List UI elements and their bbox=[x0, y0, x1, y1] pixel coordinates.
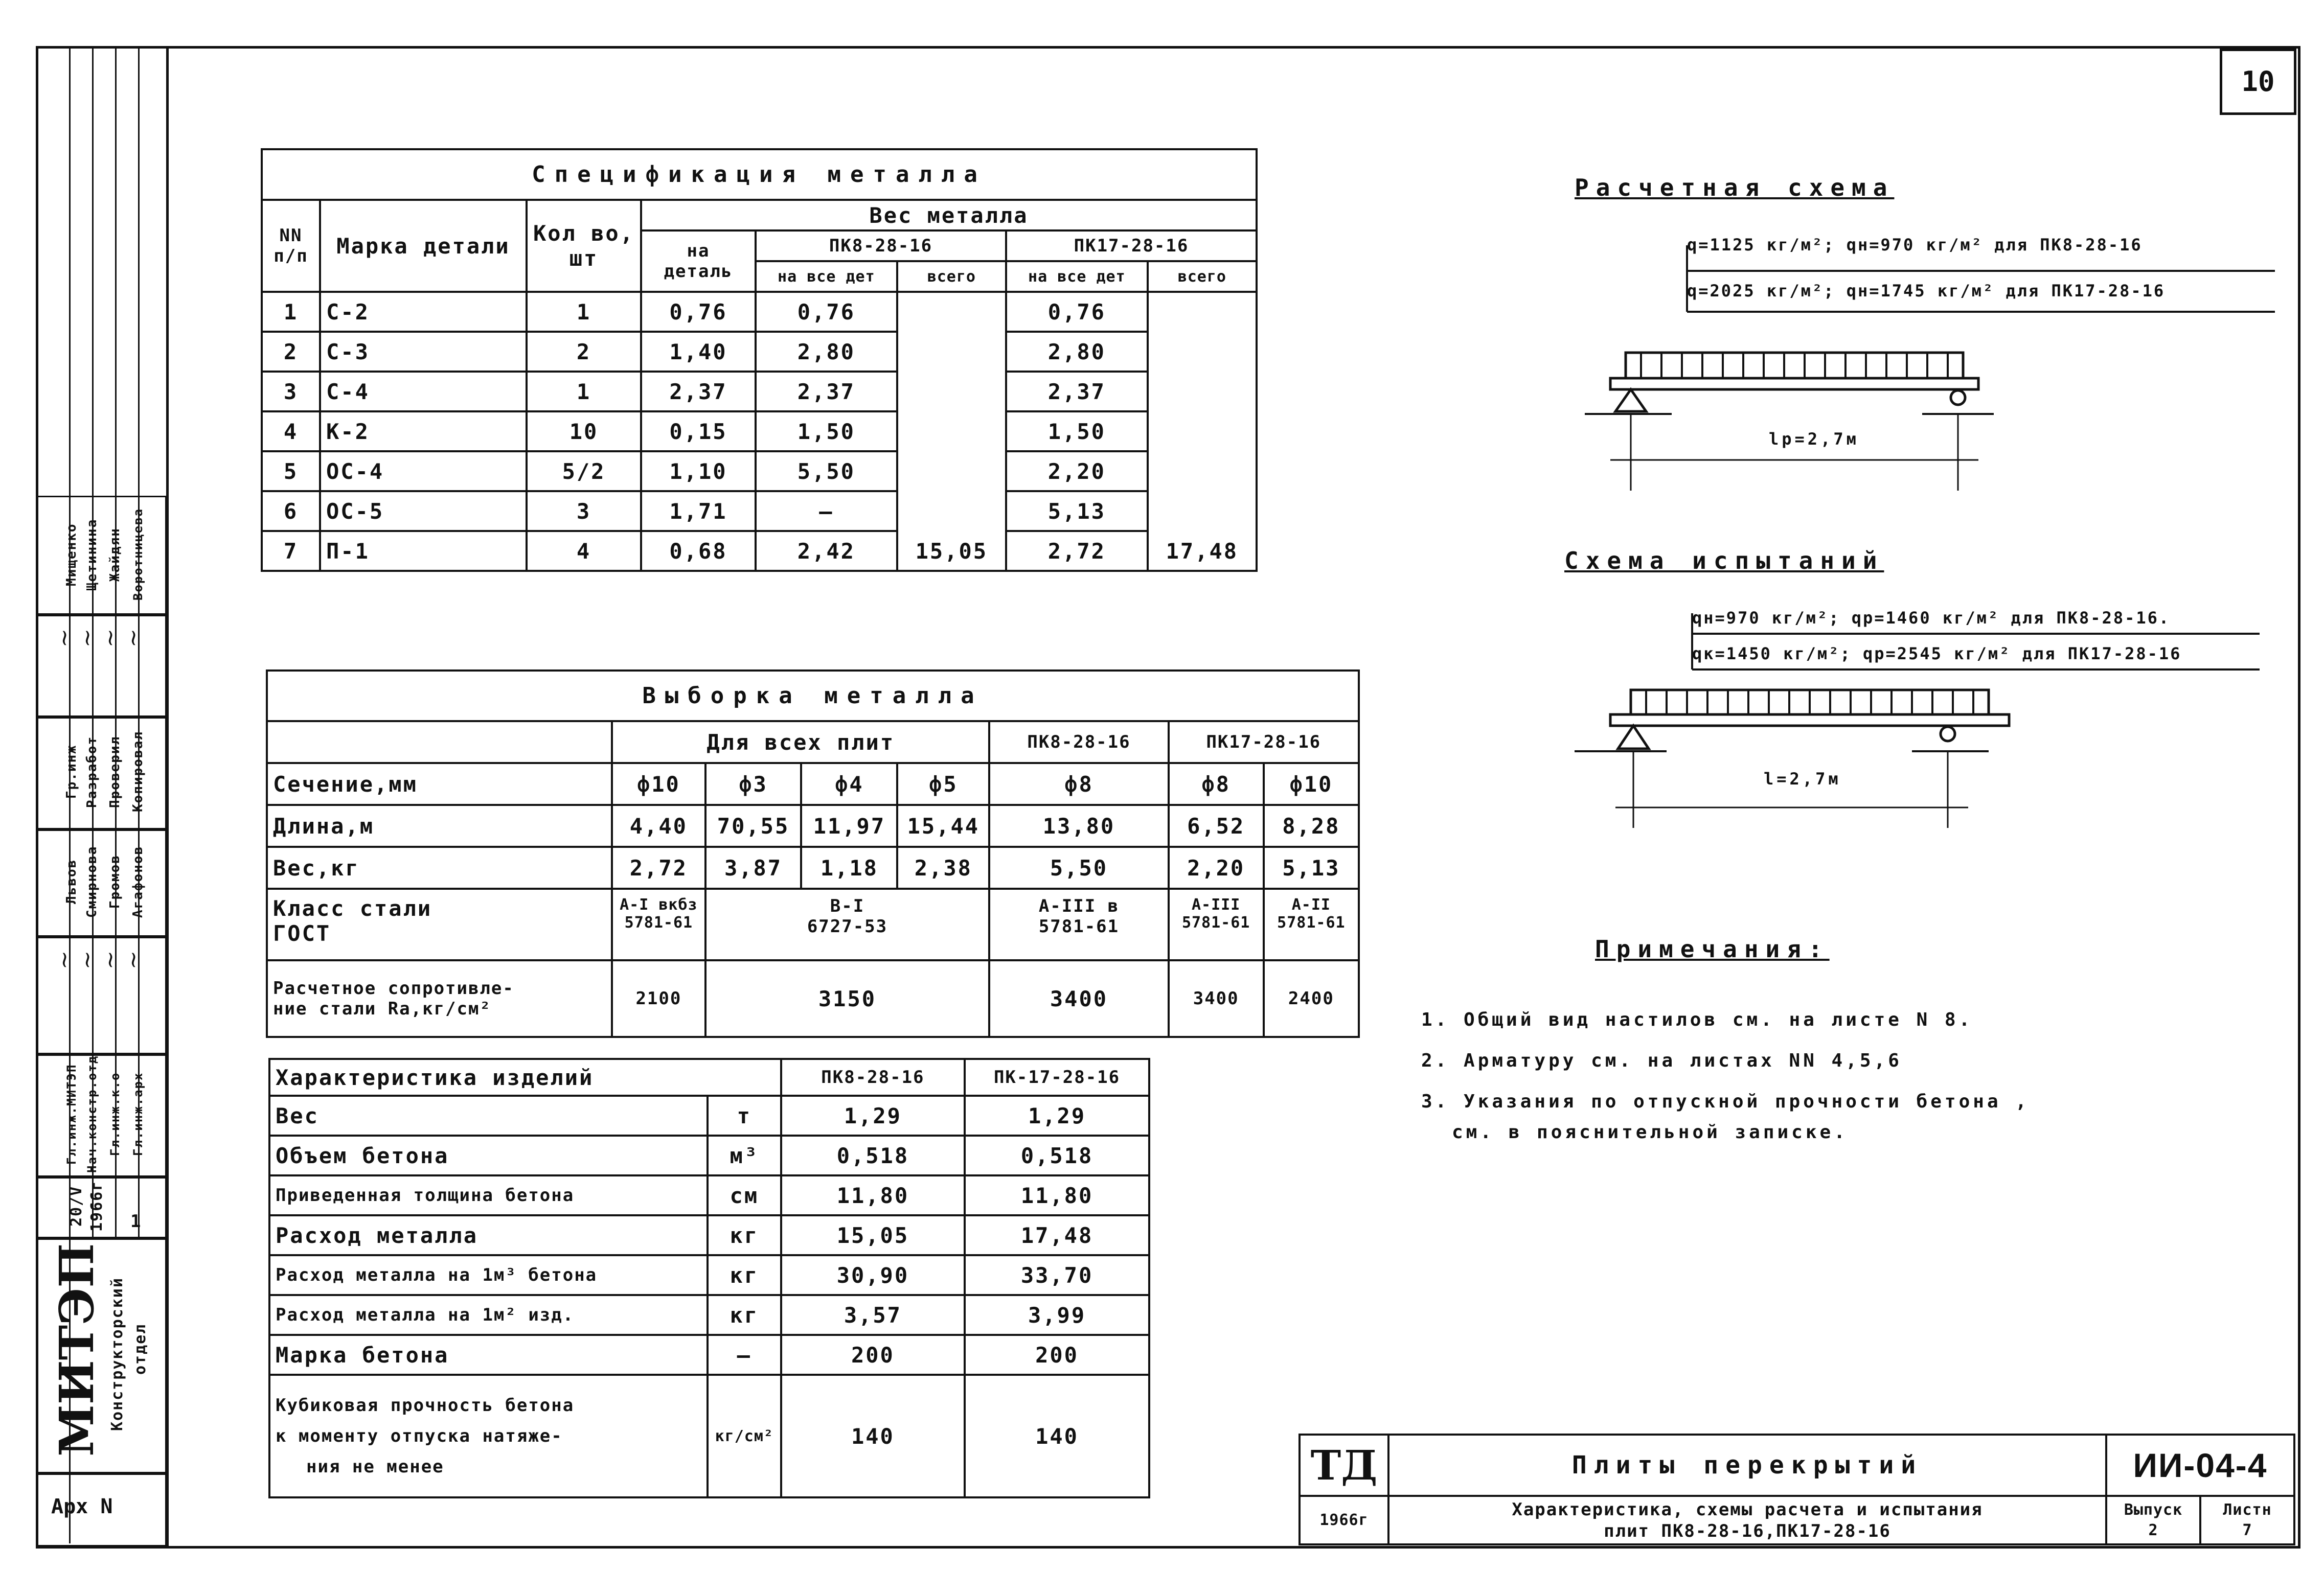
test-load-1: qн=970 кг/м²; qр=1460 кг/м² для ПК8-28-16. bbox=[1692, 608, 2171, 628]
spec-h-pk8-all: на все дет bbox=[756, 261, 897, 292]
spec-cell: 3 bbox=[527, 491, 641, 531]
signature-1: ~ bbox=[51, 951, 77, 969]
sample-cell: 13,80 bbox=[989, 805, 1168, 847]
spec-cell: 1,10 bbox=[641, 451, 756, 491]
spec-h-pk17-all: на все дет bbox=[1006, 261, 1148, 292]
sample-weight-label: Вес,кг bbox=[267, 847, 612, 889]
load-hatching bbox=[1646, 690, 1973, 714]
spec-cell: 1 bbox=[527, 292, 641, 332]
char-last-name bbox=[269, 1375, 708, 1497]
char-row-name: Вес bbox=[269, 1096, 708, 1136]
spec-cell: 2,80 bbox=[1006, 332, 1148, 372]
sample-cell: ф8 bbox=[1169, 763, 1264, 805]
char-last-name-2: к моменту отпуска натяже- bbox=[276, 1426, 563, 1446]
strip-divider bbox=[92, 46, 94, 1237]
calc-load-2: q=2025 кг/м²; qн=1745 кг/м² для ПК17-28-16 bbox=[1687, 281, 2166, 301]
spec-h-pk17-total: всего bbox=[1148, 261, 1257, 292]
char-row-name: Расход металла на 1м³ бетона bbox=[269, 1255, 708, 1295]
stamp-role: Гл.инж.МИТЭП bbox=[64, 1064, 79, 1165]
note-2: 2. Арматуру см. на листах NN 4,5,6 bbox=[1421, 1050, 1902, 1071]
sample-cell: 11,97 bbox=[801, 805, 897, 847]
sample-steel-class: А-II bbox=[1291, 896, 1331, 914]
spec-cell: 1,50 bbox=[756, 411, 897, 451]
sample-resist-label-2: ние стали Rа,кг/см² bbox=[273, 999, 491, 1019]
sample-cell: ф10 bbox=[612, 763, 705, 805]
spec-h-per-part: на деталь bbox=[641, 230, 756, 292]
title-issue-label: Выпуск bbox=[2124, 1500, 2183, 1519]
spec-cell: 2,37 bbox=[756, 372, 897, 411]
spec-cell: 10 bbox=[527, 411, 641, 451]
stamp-role: Нач.констр.отд bbox=[85, 1055, 99, 1173]
roller-support bbox=[1951, 390, 1965, 405]
spec-cell: ОС-5 bbox=[320, 491, 527, 531]
spec-cell: 5,13 bbox=[1006, 491, 1148, 531]
spec-h-pk17: ПК17-28-16 bbox=[1006, 230, 1257, 261]
char-row-unit: — bbox=[708, 1335, 781, 1375]
sample-steel-cell bbox=[1169, 889, 1264, 960]
title-sheet bbox=[2200, 1496, 2294, 1544]
char-row-pk17: 1,29 bbox=[965, 1096, 1149, 1136]
slab-beam bbox=[1610, 378, 1978, 389]
spec-h-weight: Вес металла bbox=[641, 200, 1257, 230]
char-row-name: Приведенная толщина бетона bbox=[269, 1175, 708, 1215]
spec-cell: 2,20 bbox=[1006, 451, 1148, 491]
sample-cell: 2100 bbox=[612, 960, 705, 1037]
calc-scheme-title: Расчетная схема bbox=[1575, 174, 1895, 201]
char-row-pk8: 1,29 bbox=[781, 1096, 965, 1136]
notes-title: Примечания: bbox=[1595, 935, 1830, 963]
spec-cell: 2,37 bbox=[1006, 372, 1148, 411]
char-row-unit: кг bbox=[708, 1215, 781, 1255]
char-row-name: Объем бетона bbox=[269, 1136, 708, 1175]
spec-cell: 1,71 bbox=[641, 491, 756, 531]
spec-cell: 4 bbox=[527, 531, 641, 571]
title-td: ТД bbox=[1300, 1435, 1388, 1496]
signature-3: ~ bbox=[97, 951, 123, 969]
title-subtitle-2: плит ПК8-28-16,ПК17-28-16 bbox=[1604, 1520, 1891, 1541]
spec-cell: 5,50 bbox=[756, 451, 897, 491]
spec-cell: С-4 bbox=[320, 372, 527, 411]
char-h-pk17: ПК-17-28-16 bbox=[965, 1059, 1149, 1096]
char-last-name-1: Кубиковая прочность бетона bbox=[276, 1395, 575, 1416]
sample-cell: ф10 bbox=[1264, 763, 1359, 805]
sample-cell: 6,52 bbox=[1169, 805, 1264, 847]
sample-cell: 15,44 bbox=[897, 805, 989, 847]
spec-cell: 0,76 bbox=[1006, 292, 1148, 332]
sample-steel-label bbox=[267, 889, 612, 960]
sample-cell: 70,55 bbox=[705, 805, 802, 847]
spec-cell: ОС-4 bbox=[320, 451, 527, 491]
pin-support bbox=[1615, 389, 1646, 411]
sample-cell: 1,18 bbox=[801, 847, 897, 889]
stamp-arch: Арх N bbox=[51, 1495, 113, 1518]
stamp-number: 1 bbox=[130, 1211, 141, 1232]
stamp-role: Гл.инж.к.о bbox=[108, 1072, 122, 1157]
test-load-2: qк=1450 кг/м²; qр=2545 кг/м² для ПК17-28-16 bbox=[1692, 644, 2182, 663]
char-table bbox=[268, 1058, 1150, 1498]
strip-divider bbox=[69, 46, 71, 1543]
char-row-unit: см bbox=[708, 1175, 781, 1215]
title-sheet-value: 7 bbox=[2242, 1521, 2252, 1539]
char-row-pk17: 200 bbox=[965, 1335, 1149, 1375]
load-hatching bbox=[1641, 353, 1948, 378]
stamp-org: МИТЭП bbox=[49, 1243, 104, 1457]
spec-h-pk8: ПК8-28-16 bbox=[756, 230, 1006, 261]
slab-beam bbox=[1610, 714, 2009, 726]
sample-cell: 3,87 bbox=[705, 847, 802, 889]
calc-scheme-diagram bbox=[1564, 235, 2280, 501]
sample-steel-label-2: ГОСТ bbox=[273, 921, 331, 946]
sample-cell: 3400 bbox=[989, 960, 1168, 1037]
stamp-name: Агафонов bbox=[130, 845, 146, 918]
spec-cell: 0,15 bbox=[641, 411, 756, 451]
sample-title: Выборка металла bbox=[267, 671, 1359, 721]
title-block bbox=[1298, 1434, 2295, 1545]
title-issue-value: 2 bbox=[2148, 1521, 2158, 1539]
spec-cell: 2 bbox=[262, 332, 320, 372]
sample-steel-gost: 5781-61 bbox=[1277, 914, 1346, 932]
spec-cell: 3 bbox=[262, 372, 320, 411]
char-last-pk17: 140 bbox=[965, 1375, 1149, 1497]
sample-h-empty bbox=[267, 721, 612, 763]
spec-table bbox=[261, 148, 1258, 572]
spec-cell: П-1 bbox=[320, 531, 527, 571]
test-span: l=2,7м bbox=[1764, 769, 1841, 789]
char-row-unit: кг bbox=[708, 1295, 781, 1335]
char-last-pk8: 140 bbox=[781, 1375, 965, 1497]
spec-cell: 7 bbox=[262, 531, 320, 571]
signature-5: ~ bbox=[51, 629, 77, 648]
stamp-role: Проверил bbox=[107, 735, 123, 808]
test-scheme-diagram bbox=[1564, 603, 2280, 848]
sample-h-pk17: ПК17-28-16 bbox=[1169, 721, 1359, 763]
spec-cell: С-2 bbox=[320, 292, 527, 332]
signature-7: ~ bbox=[97, 629, 123, 648]
sample-cell: 3150 bbox=[705, 960, 990, 1037]
strip-divider bbox=[115, 46, 117, 1237]
stamp-date-2: 1966г bbox=[88, 1180, 106, 1232]
stamp-role: Гл.инж.арх bbox=[131, 1072, 145, 1157]
sample-resist-label-1: Расчетное сопротивле- bbox=[273, 978, 514, 999]
char-last-name-3: ния не менее bbox=[306, 1457, 444, 1477]
sample-steel-label-1: Класс стали bbox=[273, 896, 432, 921]
stamp-name: Смирнова bbox=[84, 845, 100, 918]
title-code: ИИ-04-4 bbox=[2106, 1435, 2294, 1496]
sample-h-pk8: ПК8-28-16 bbox=[989, 721, 1168, 763]
signature-8: ~ bbox=[120, 629, 146, 648]
spec-cell: С-3 bbox=[320, 332, 527, 372]
sample-steel-cell bbox=[989, 889, 1168, 960]
stamp-dept-2: отдел bbox=[131, 1323, 149, 1375]
sample-cell: 8,28 bbox=[1264, 805, 1359, 847]
spec-total-pk17: 17,48 bbox=[1148, 292, 1257, 571]
spec-cell: 0,68 bbox=[641, 531, 756, 571]
title-issue bbox=[2106, 1496, 2200, 1544]
spec-cell: 4 bbox=[262, 411, 320, 451]
sample-cell: ф4 bbox=[801, 763, 897, 805]
char-row-unit: т bbox=[708, 1096, 781, 1136]
sample-cell: 2,38 bbox=[897, 847, 989, 889]
sample-section-label: Сечение,мм bbox=[267, 763, 612, 805]
sample-steel-cell bbox=[705, 889, 990, 960]
stamp-role: Разработ bbox=[84, 735, 100, 808]
char-last-unit: кг/см² bbox=[708, 1375, 781, 1497]
title-year: 1966г bbox=[1300, 1496, 1388, 1544]
sample-resist-label bbox=[267, 960, 612, 1037]
char-row-pk8: 15,05 bbox=[781, 1215, 965, 1255]
sample-cell: 2,20 bbox=[1169, 847, 1264, 889]
spec-h-nn: NN п/п bbox=[262, 200, 320, 292]
note-3-cont: см. в пояснительной записке. bbox=[1452, 1122, 1848, 1143]
spec-total-pk8: 15,05 bbox=[897, 292, 1006, 571]
stamp-name: Жайдян bbox=[107, 527, 123, 582]
sample-steel-class: В-I bbox=[830, 896, 865, 916]
char-row-pk17: 3,99 bbox=[965, 1295, 1149, 1335]
sample-length-label: Длина,м bbox=[267, 805, 612, 847]
char-row-name: Расход металла bbox=[269, 1215, 708, 1255]
sample-h-all-slabs: Для всех плит bbox=[612, 721, 989, 763]
sample-steel-class: А-III в bbox=[1038, 896, 1120, 916]
sample-steel-cell bbox=[612, 889, 705, 960]
spec-cell: 5/2 bbox=[527, 451, 641, 491]
sample-steel-class: А-III bbox=[1192, 896, 1241, 914]
spec-cell: 1 bbox=[527, 372, 641, 411]
spec-cell: 2 bbox=[527, 332, 641, 372]
title-subtitle bbox=[1388, 1496, 2106, 1544]
stamp-name: Громов bbox=[107, 854, 123, 909]
spec-cell: 1 bbox=[262, 292, 320, 332]
sample-cell: ф8 bbox=[989, 763, 1168, 805]
strip-divider bbox=[138, 46, 140, 1237]
sample-table bbox=[266, 669, 1360, 1038]
roller-support bbox=[1941, 727, 1955, 741]
char-row-pk8: 11,80 bbox=[781, 1175, 965, 1215]
spec-cell: 2,42 bbox=[756, 531, 897, 571]
stamp-dept-1: Конструкторский bbox=[108, 1277, 126, 1431]
spec-h-pk8-total: всего bbox=[897, 261, 1006, 292]
sample-steel-gost: 5781-61 bbox=[1181, 914, 1250, 932]
title-subtitle-1: Характеристика, схемы расчета и испытания bbox=[1512, 1499, 1983, 1520]
sample-cell: 5,13 bbox=[1264, 847, 1359, 889]
sample-steel-gost: 5781-61 bbox=[1038, 916, 1120, 937]
char-row-name: Марка бетона bbox=[269, 1335, 708, 1375]
sample-steel-gost: 5781-61 bbox=[624, 914, 693, 932]
page-number: 10 bbox=[2220, 49, 2296, 115]
char-h-name: Характеристика изделий bbox=[269, 1059, 781, 1096]
spec-h-qty: Кол во, шт bbox=[527, 200, 641, 292]
note-1: 1. Общий вид настилов см. на листе N 8. bbox=[1421, 1009, 1973, 1030]
stamp-name: Львов bbox=[64, 859, 79, 905]
char-row-pk8: 3,57 bbox=[781, 1295, 965, 1335]
spec-cell: 0,76 bbox=[756, 292, 897, 332]
signature-4: ~ bbox=[120, 951, 146, 969]
signature-6: ~ bbox=[74, 629, 100, 648]
stamp-role: Гр.инж bbox=[64, 745, 79, 799]
spec-cell: К-2 bbox=[320, 411, 527, 451]
stamp-role: Копировал bbox=[130, 731, 146, 813]
char-row-pk8: 200 bbox=[781, 1335, 965, 1375]
char-row-name: Расход металла на 1м² изд. bbox=[269, 1295, 708, 1335]
sample-cell: 2,72 bbox=[612, 847, 705, 889]
spec-title: Спецификация металла bbox=[262, 149, 1257, 200]
sample-cell: 5,50 bbox=[989, 847, 1168, 889]
calc-span: lр=2,7м bbox=[1769, 429, 1859, 449]
spec-cell: 0,76 bbox=[641, 292, 756, 332]
spec-cell: 5 bbox=[262, 451, 320, 491]
char-row-unit: кг bbox=[708, 1255, 781, 1295]
title-sheet-label: Листн bbox=[2223, 1500, 2272, 1519]
sample-cell: 4,40 bbox=[612, 805, 705, 847]
stamp-name: Воротницева bbox=[131, 508, 145, 601]
spec-cell: 6 bbox=[262, 491, 320, 531]
char-row-pk17: 33,70 bbox=[965, 1255, 1149, 1295]
title-main: Плиты перекрытий bbox=[1388, 1435, 2106, 1496]
sample-steel-cell bbox=[1264, 889, 1359, 960]
sample-cell: ф5 bbox=[897, 763, 989, 805]
char-h-pk8: ПК8-28-16 bbox=[781, 1059, 965, 1096]
test-scheme-title: Схема испытаний bbox=[1564, 547, 1884, 574]
char-row-pk8: 0,518 bbox=[781, 1136, 965, 1175]
stamp-date-1: 20/V bbox=[67, 1185, 85, 1227]
sample-steel-class: А-I вкбз bbox=[620, 896, 698, 914]
spec-h-mark: Марка детали bbox=[320, 200, 527, 292]
spec-cell: 2,80 bbox=[756, 332, 897, 372]
char-row-pk17: 17,48 bbox=[965, 1215, 1149, 1255]
note-3: 3. Указания по отпускной прочности бетона , bbox=[1421, 1091, 2030, 1112]
stamp-name: Мищенко bbox=[64, 523, 79, 586]
calc-load-1: q=1125 кг/м²; qн=970 кг/м² для ПК8-28-16 bbox=[1687, 235, 2143, 255]
sample-cell: ф3 bbox=[705, 763, 802, 805]
spec-cell: 2,72 bbox=[1006, 531, 1148, 571]
stamp-name: Щетинина bbox=[84, 518, 100, 591]
pin-support bbox=[1618, 726, 1649, 749]
signature-2: ~ bbox=[74, 951, 100, 969]
spec-cell: — bbox=[756, 491, 897, 531]
spec-cell: 1,50 bbox=[1006, 411, 1148, 451]
char-row-pk8: 30,90 bbox=[781, 1255, 965, 1295]
char-row-pk17: 11,80 bbox=[965, 1175, 1149, 1215]
spec-cell: 1,40 bbox=[641, 332, 756, 372]
sample-cell: 2400 bbox=[1264, 960, 1359, 1037]
char-row-unit: м³ bbox=[708, 1136, 781, 1175]
sample-cell: 3400 bbox=[1169, 960, 1264, 1037]
distributed-load bbox=[1626, 353, 1963, 378]
spec-cell: 2,37 bbox=[641, 372, 756, 411]
sample-steel-gost: 6727-53 bbox=[807, 916, 888, 937]
char-row-pk17: 0,518 bbox=[965, 1136, 1149, 1175]
